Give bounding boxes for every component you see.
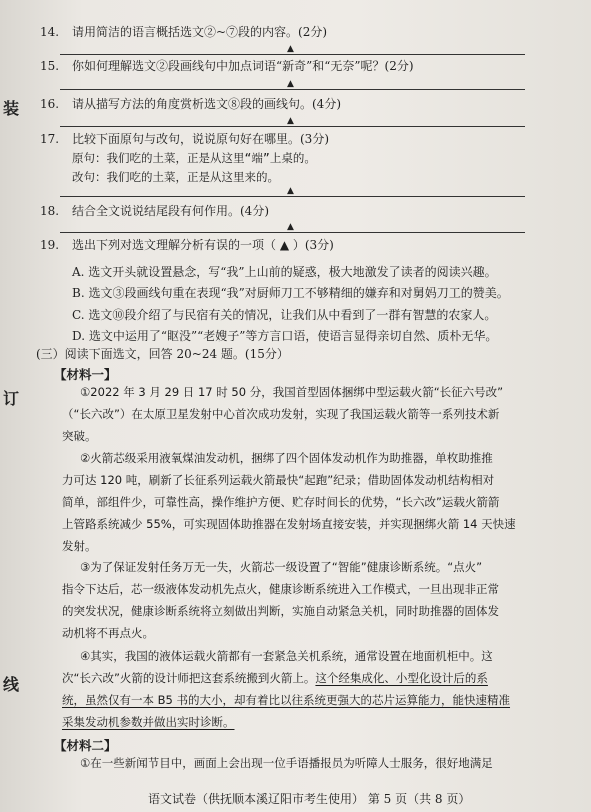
binding-mark-xian: 线 xyxy=(3,675,20,694)
answer-marker: ▲ xyxy=(287,116,294,126)
paragraph-line: 的突发状况，健康诊断系统将立刻做出判断，实施自动紧急关机，同时助推器的固体发 xyxy=(62,604,499,618)
paragraph-line: 简单，部组件少，可靠性高，操作维护方便、贮存时间长的优势，“长六改”运载火箭箭 xyxy=(62,495,500,509)
paragraph-line: ①在一些新闻节目中，画面上会出现一位手语播报员为听障人士服务，很好地满足 xyxy=(80,756,493,770)
paragraph-line: ①2022 年 3 月 29 日 17 时 50 分，我国首型固体捆绑中型运载火箭“长征六号改” xyxy=(80,385,504,399)
paragraph-line: 指令下达后，芯一级液体发动机先点火，健康诊断系统进入工作模式，一旦出现非正常 xyxy=(62,582,499,596)
answer-line[interactable] xyxy=(60,126,525,127)
question-14 xyxy=(40,24,327,40)
paragraph-line: 动机将不再点火。 xyxy=(62,626,154,640)
answer-line[interactable] xyxy=(60,196,525,197)
question-15 xyxy=(40,58,414,74)
paragraph-line: （“长六改”）在太原卫星发射中心首次成功发射，实现了我国运载火箭等一系列技术新 xyxy=(62,407,500,421)
question-text: 结合全文说说结尾段有何作用。(4分) xyxy=(72,204,269,218)
paragraph-line-plain: 次“长六改”火箭的设计师把这套系统搬到火箭上。 xyxy=(62,671,316,685)
question-text: 比较下面原句与改句，说说原句好在哪里。(3分) xyxy=(72,132,329,146)
underlined-sentence: 这个经集成化、小型化设计后的系 xyxy=(315,671,488,685)
question-number: 19. xyxy=(40,238,60,252)
material-1-paragraph-4 xyxy=(62,645,510,733)
material-1-paragraph-1 xyxy=(62,381,503,447)
material-1-paragraph-3 xyxy=(62,556,499,644)
material-1-title: 【材料一】 xyxy=(54,367,117,382)
question-text: 请从描写方法的角度赏析选文⑧段的画线句。(4分) xyxy=(72,97,341,111)
option-d[interactable]: D. 选文中运用了“眍没”“老嫂子”等方言口语，使语言显得亲切自然、质朴无华。 xyxy=(72,329,498,343)
option-c[interactable]: C. 选文⑩段介绍了与民宿有关的情况，让我们从中看到了一群有智慧的农家人。 xyxy=(72,308,497,322)
underlined-sentence: 采集发动机参数并做出实时诊断。 xyxy=(62,715,235,729)
material-1-paragraph-2 xyxy=(62,447,516,557)
question-number: 16. xyxy=(40,97,60,111)
question-text: 选出下列对选文理解分析有误的一项（ ▲ ）(3分) xyxy=(72,238,334,252)
paragraph-line: 上管路系统减少 55%，可实现固体助推器在发射场直接安装，并实现捆绑火箭 14 天快速 xyxy=(62,517,516,531)
answer-line[interactable] xyxy=(60,89,525,90)
answer-marker: ▲ xyxy=(287,186,294,196)
option-b[interactable]: B. 选文③段画线句重在表现“我”对厨师刀工不够精细的嫌弃和对舅妈刀工的赞美。 xyxy=(72,286,509,300)
paragraph-line: 突破。 xyxy=(62,429,97,443)
material-2-paragraph-1 xyxy=(62,752,493,774)
paragraph-line: ④其实，我国的液体运载火箭都有一套紧急关机系统，通常设置在地面机柜中。这 xyxy=(80,649,493,663)
question-text: 你如何理解选文②段画线句中加点词语“新奇”和“无奈”呢？(2分) xyxy=(72,59,414,73)
q17-original-sentence: 原句：我们吃的土菜，正是从这里“端”上桌的。 xyxy=(72,151,316,165)
paragraph-line: 力可达 120 吨，刷新了长征系列运载火箭最快“起跑”纪录；借助固体发动机结构相对 xyxy=(62,473,495,487)
binding-mark-ding: 订 xyxy=(3,389,20,408)
underlined-sentence: 统，虽然仅有一本 B5 书的大小，却有着比以往系统更强大的芯片运算能力，能快速精准 xyxy=(62,693,511,707)
answer-line[interactable] xyxy=(60,232,525,233)
question-number: 18. xyxy=(40,204,60,218)
question-number: 17. xyxy=(40,132,60,146)
question-number: 14. xyxy=(40,25,60,39)
question-19 xyxy=(40,237,334,253)
section-intro: (三）阅读下面选文，回答 20~24 题。(15分） xyxy=(36,347,289,361)
answer-marker: ▲ xyxy=(287,222,294,232)
paragraph-line: ③为了保证发射任务万无一失，火箭芯一级设置了“智能”健康诊断系统。“点火” xyxy=(80,560,483,574)
binding-mark-zhuang: 装 xyxy=(3,99,20,118)
page-footer: 语文试卷（供抚顺本溪辽阳市考生使用） 第 5 页（共 8 页） xyxy=(148,792,471,806)
paragraph-line xyxy=(62,667,510,689)
question-text: 请用简洁的语言概括选文②~⑦段的内容。(2分) xyxy=(72,25,328,39)
q17-revised-sentence: 改句：我们吃的土菜，正是从这里来的。 xyxy=(72,170,279,184)
answer-marker: ▲ xyxy=(287,79,294,89)
material-2-title: 【材料二】 xyxy=(54,738,117,753)
answer-marker: ▲ xyxy=(287,44,294,54)
question-17 xyxy=(40,131,329,147)
answer-line[interactable] xyxy=(60,54,525,55)
paragraph-line: 发射。 xyxy=(62,539,97,553)
question-number: 15. xyxy=(40,59,60,73)
paragraph-line: ②火箭芯级采用液氧煤油发动机，捆绑了四个固体发动机作为助推器，单枚助推推 xyxy=(80,451,493,465)
question-18 xyxy=(40,203,269,219)
option-a[interactable]: A. 选文开头就设置悬念，写“我”上山前的疑惑，极大地激发了读者的阅读兴趣。 xyxy=(72,265,497,279)
question-16 xyxy=(40,96,341,112)
